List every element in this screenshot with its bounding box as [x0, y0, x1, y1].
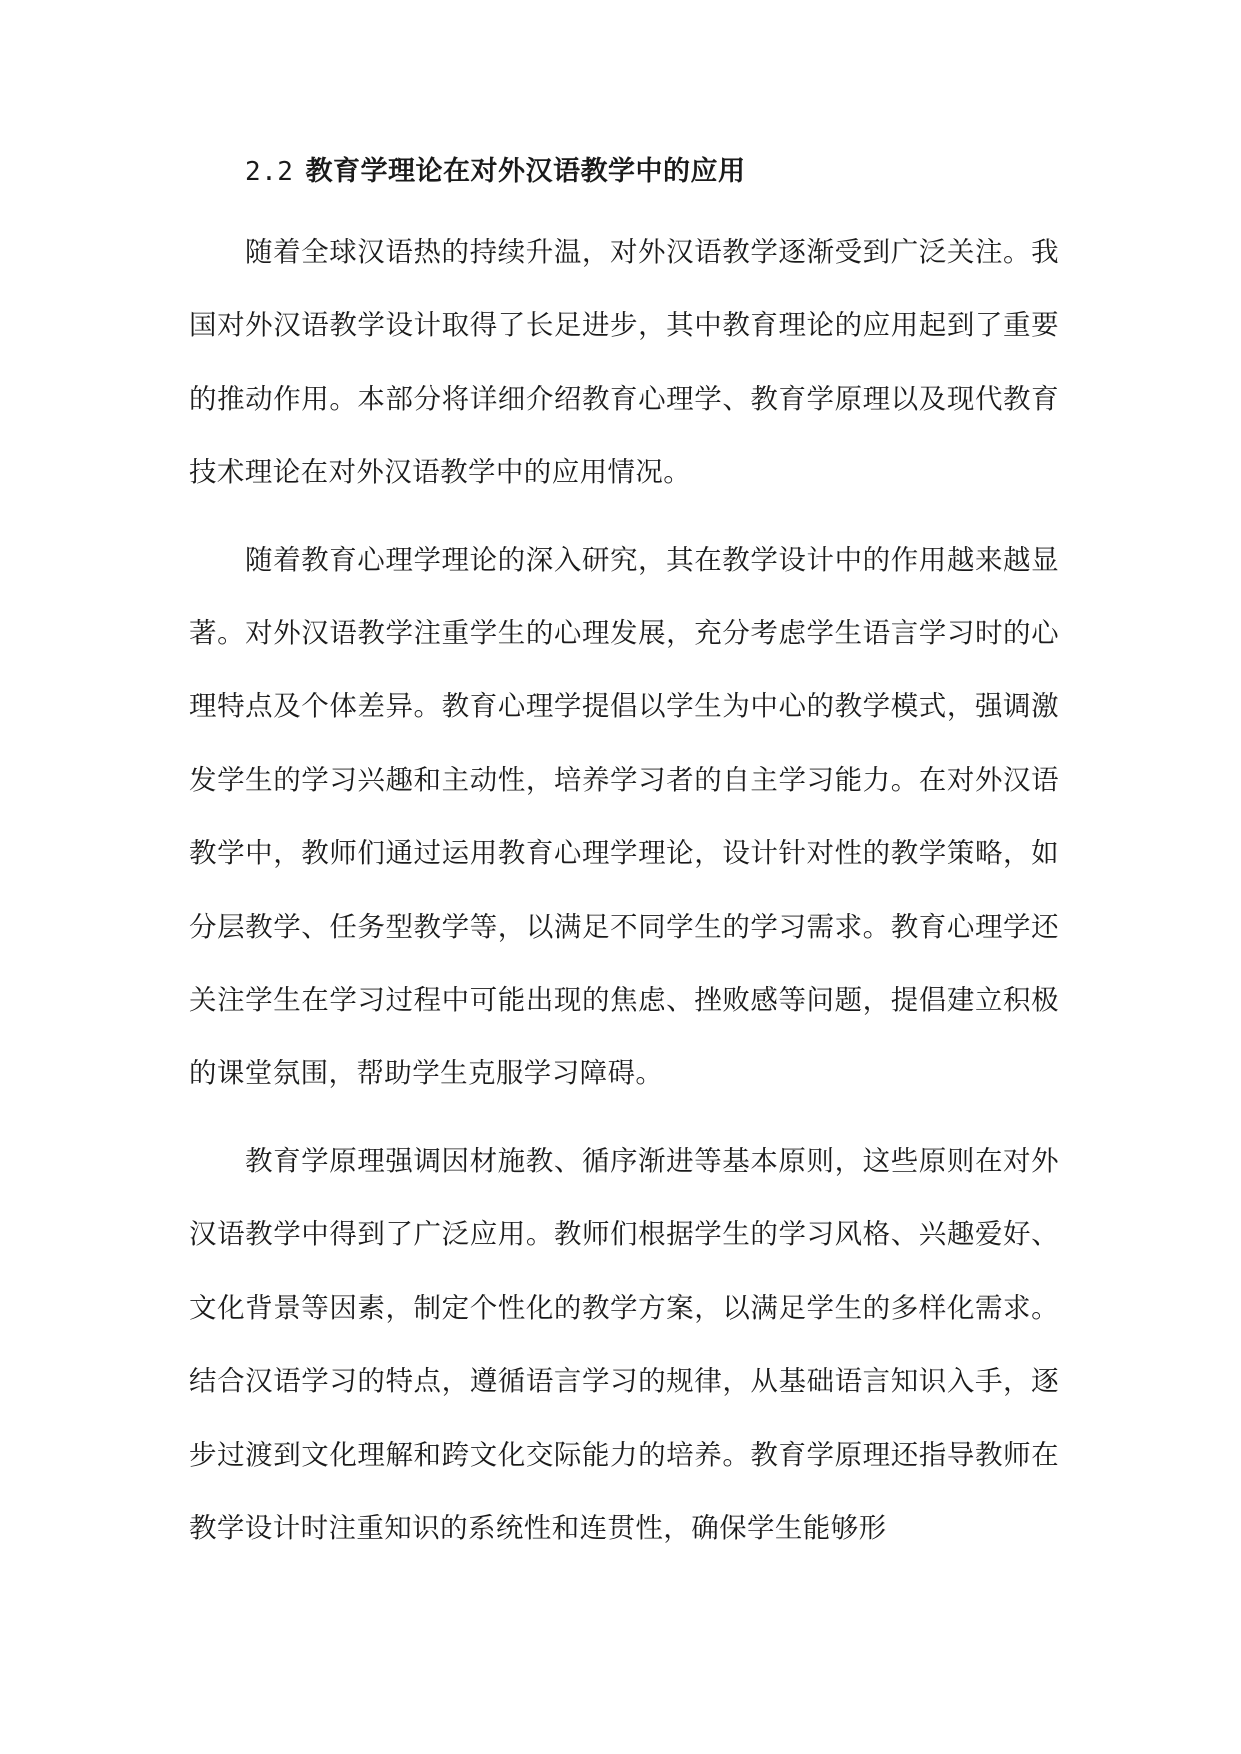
- document-body: [189, 148, 1059, 1565]
- paragraph: 教育学原理强调因材施教、循序渐进等基本原则，这些原则在对外汉语教学中得到了广泛应用。教师们根据学生的学习风格、兴趣爱好、文化背景等因素，制定个性化的教学方案，以满足学生的多样化需求。结合汉语学习的特点，遵循语言学习的规律，从基础语言知识入手，逐步过渡到文化理解和跨文化交际能力的培养。教育学原理还指导教师在教学设计时注重知识的系统性和连贯性，确保学生能够形: [189, 1144, 1059, 1544]
- section-title: 教育学理论在对外汉语教学中的应用: [305, 156, 746, 187]
- paragraph: 随着教育心理学理论的深入研究，其在教学设计中的作用越来越显著。对外汉语教学注重学生的心理发展，充分考虑学生语言学习时的心理特点及个体差异。教育心理学提倡以学生为中心的教学模式，强调激发学生的学习兴趣和主动性，培养学习者的自主学习能力。在对外汉语教学中，教师们通过运用教育心理学理论，设计针对性的教学策略，如分层教学、任务型教学等，以满足不同学生的学习需求。教育心理学还关注学生在学习过程中可能出现的焦虑、挫败感等问题，提倡建立积极的课堂氛围，帮助学生克服学习障碍。: [189, 543, 1059, 1090]
- section-heading: [245, 148, 1059, 196]
- paragraph: 随着全球汉语热的持续升温，对外汉语教学逐渐受到广泛关注。我国对外汉语教学设计取得了长足进步，其中教育理论的应用起到了重要的推动作用。本部分将详细介绍教育心理学、教育学原理以及现代教育技术理论在对外汉语教学中的应用情况。: [189, 236, 1059, 489]
- section-number: 2.2: [245, 157, 294, 187]
